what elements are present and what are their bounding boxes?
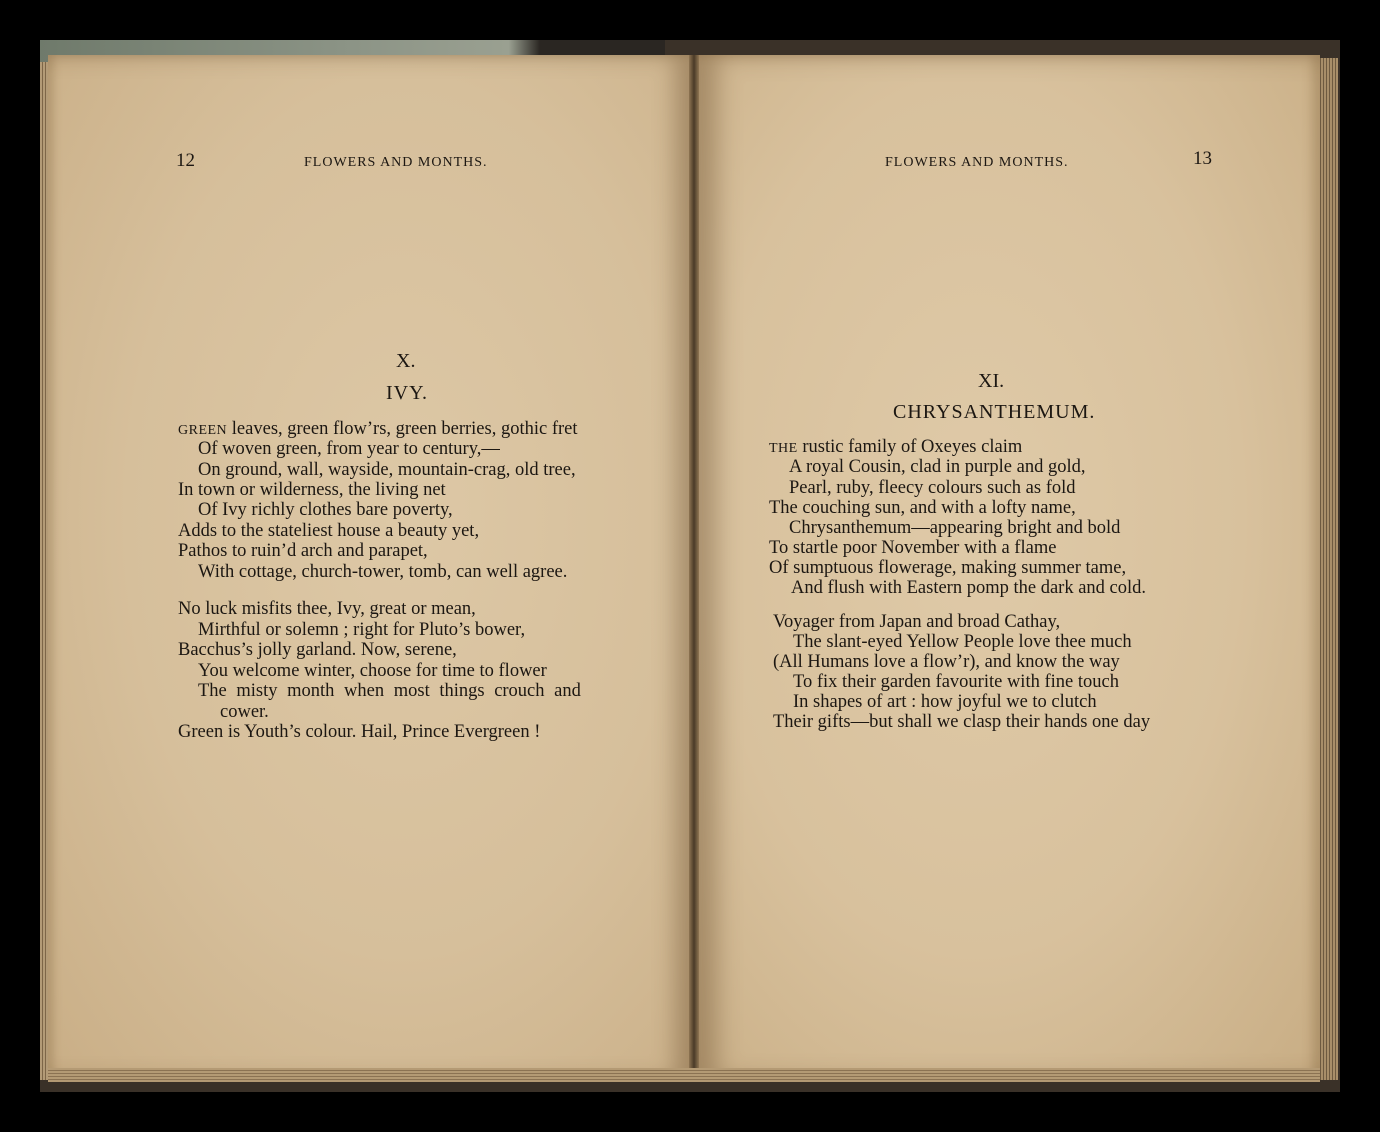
poem-line: In town or wilderness, the living net <box>178 480 446 500</box>
page-edges-right <box>1318 58 1338 1080</box>
poem-line: Green is Youth’s colour. Hail, Prince Evergreen ! <box>178 722 541 742</box>
poem-line: GREEN leaves, green flow’rs, green berries, gothic fret <box>178 419 578 439</box>
poem-line: To fix their garden favourite with fine touch <box>793 672 1119 692</box>
poem-line: A royal Cousin, clad in purple and gold, <box>789 457 1086 477</box>
book-gutter <box>689 55 699 1080</box>
poem-line: The couching sun, and with a lofty name, <box>769 498 1076 518</box>
poem-line: Of Ivy richly clothes bare poverty, <box>198 500 453 520</box>
poem-line: Their gifts—but shall we clasp their hands one day <box>773 712 1151 732</box>
poem-line: The slant-eyed Yellow People love thee much <box>793 632 1132 652</box>
poem-line: Bacchus’s jolly garland. Now, serene, <box>178 640 457 660</box>
poem-numeral: XI. <box>978 370 1005 392</box>
right-page <box>695 55 1320 1080</box>
poem-line: No luck misfits thee, Ivy, great or mean, <box>178 599 476 619</box>
poem-line: Voyager from Japan and broad Cathay, <box>773 612 1061 632</box>
poem-numeral: X. <box>396 350 416 372</box>
poem-line: The misty month when most things crouch and <box>198 681 581 701</box>
poem-line: And flush with Eastern pomp the dark and cold. <box>791 578 1147 598</box>
poem-line: In shapes of art : how joyful we to clutch <box>793 692 1097 712</box>
page-number: 13 <box>1193 148 1212 169</box>
poem-line: THE rustic family of Oxeyes claim <box>769 437 1023 457</box>
poem-title: CHRYSANTHEMUM. <box>893 401 1096 423</box>
poem-line: Adds to the stateliest house a beauty yet, <box>178 521 480 541</box>
poem-line: You welcome winter, choose for time to flower <box>198 661 547 681</box>
poem-line: cower. <box>220 702 269 722</box>
running-head: FLOWERS AND MONTHS. <box>304 155 488 170</box>
poem-line: Mirthful or solemn ; right for Pluto’s bower, <box>198 620 526 640</box>
poem-line: Chrysanthemum—appearing bright and bold <box>789 518 1121 538</box>
poem-line: Of sumptuous flowerage, making summer tame, <box>769 558 1127 578</box>
poem-line: (All Humans love a flow’r), and know the way <box>773 652 1120 672</box>
poem-line: Of woven green, from year to century,— <box>198 439 500 459</box>
poem-line: Pathos to ruin’d arch and parapet, <box>178 541 428 561</box>
page-number: 12 <box>176 150 195 171</box>
first-word: GREEN <box>178 423 228 438</box>
poem-line: To startle poor November with a flame <box>769 538 1057 558</box>
page-edges-bottom <box>48 1068 1320 1082</box>
poem-line: Pearl, ruby, fleecy colours such as fold <box>789 478 1076 498</box>
poem-line: With cottage, church-tower, tomb, can well agree. <box>198 562 568 582</box>
left-page <box>48 55 693 1080</box>
running-head: FLOWERS AND MONTHS. <box>885 155 1069 170</box>
first-word: THE <box>769 441 798 456</box>
poem-line: On ground, wall, wayside, mountain-crag, old tree, <box>198 460 576 480</box>
poem-title: IVY. <box>386 382 428 404</box>
